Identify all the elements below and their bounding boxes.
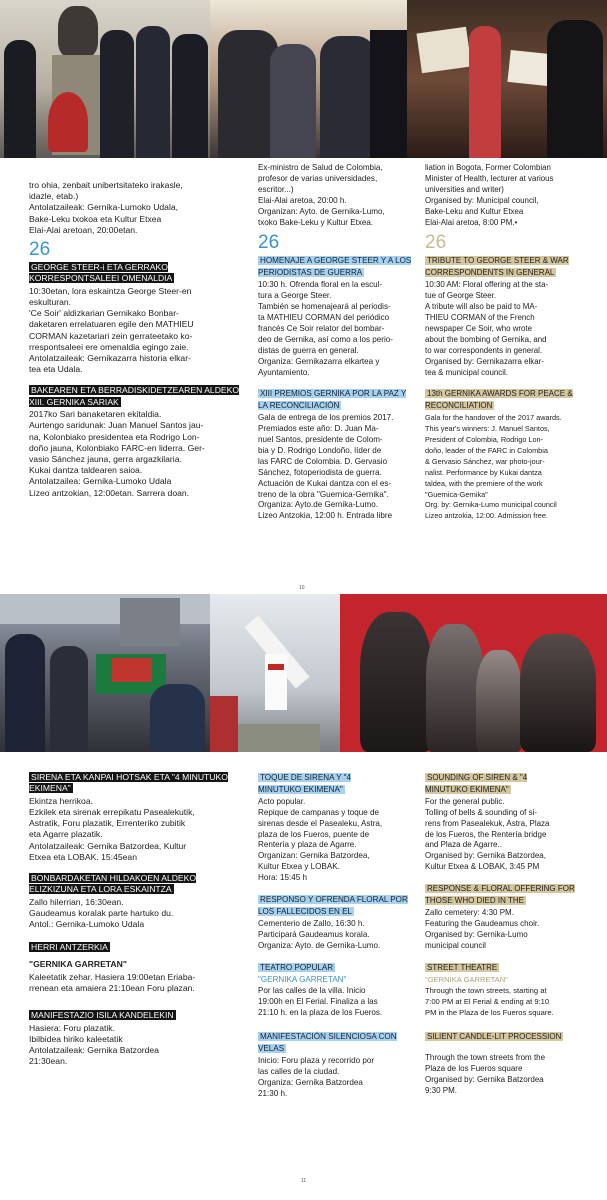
body-line: Kultur Etxea y LOBAK.	[258, 862, 340, 872]
body-line: 21:30ean.	[29, 1056, 68, 1067]
body-line: rrenean eta amaiera 21:10ean Foru plazan.	[29, 983, 195, 994]
body-line: & Gervasio Sánchez, war photo-jour-	[425, 456, 545, 466]
body-line: Hora: 15:45 h	[258, 873, 308, 883]
body-line: 2017ko Sari banaketaren ekitaldia.	[29, 409, 162, 420]
body-line: Zallo hilerrian, 16:30ean.	[29, 896, 124, 907]
body-line: tue of George Steer.	[425, 291, 497, 301]
body-line: Organised by: Gernika-Lumo	[425, 929, 528, 939]
body-line: to war correspondents in general.	[425, 345, 543, 355]
play-title: "GERNIKA GARRETAN"	[29, 958, 127, 969]
intro-line: Organizan: Ayto. de Gernika-Lumo,	[258, 206, 385, 216]
photo-red-poster	[340, 594, 607, 752]
intro-line: Antolatzaileak: Gernika-Lumoko Udala,	[29, 202, 179, 213]
photo-statue-ceremony	[0, 0, 210, 158]
body-line: Por las calles de la villa. Inicio	[258, 986, 366, 996]
intro-line: profesor de varias universidades,	[258, 173, 378, 183]
section-heading: TRIBUTE TO GEORGE STEER & WAR CORRESPONDENTS IN GENERAL	[425, 256, 569, 278]
photo-crowd-ceremony	[0, 594, 210, 752]
section-heading: SILIENT CANDLE-LIT PROCESSION	[427, 1032, 562, 1042]
body-line: 21:10 h. en la plaza de los Fueros.	[258, 1008, 383, 1018]
section-heading: HOMENAJE A GEORGE STEER Y A LOS PERIODISTAS DE GUERRA	[258, 256, 412, 278]
body-line: Through the town streets from the	[425, 1053, 546, 1063]
body-line: nalist. Performance by Kukai dantza	[425, 467, 542, 477]
body-line: about the bombing of Gernika, and	[425, 334, 547, 344]
section-heading: BAKEAREN ETA BERRADISKIDETZEAREN ALDEKO XIII. GERNIKA SARIAK	[29, 385, 240, 407]
col-bottom-english	[425, 770, 603, 1107]
body-line: Organised by: Gernika Batzordea,	[425, 851, 546, 861]
section-heading: SIRENA ETA KANPAI HOTSAK ETA "4 MINUTUKO EKIMENA"	[29, 772, 228, 794]
body-line: tura a George Steer.	[258, 291, 332, 301]
body-line: CORMAN kazetariari zein gerrateetako ko-	[29, 330, 193, 341]
body-line: Lizeo antzokian, 12:00etan. Sarrera doan.	[29, 487, 190, 498]
body-line: las FARC de Colombia. D. Gervasio	[258, 456, 388, 466]
intro-line: Minister of Health, lecturer at various	[425, 173, 554, 183]
intro-line: idazle, etab.)	[29, 191, 79, 202]
body-line: PM in the Plaza de los Fueros square.	[425, 1008, 554, 1018]
body-line: 19:00h en El Ferial. Finaliza a las	[258, 997, 378, 1007]
intro-line: Bake-Leku and Kultur Etxea	[425, 206, 524, 216]
body-line: Featuring the Gaudeamus choir.	[425, 918, 540, 928]
body-line: Antolatzailea: Gernika-Lumoko Udala	[29, 476, 172, 487]
section-heading: MANIFESTAZIO ISILA KANDELEKIN	[31, 1010, 174, 1021]
play-title: "GERNIKA GARRETAN"	[258, 974, 347, 984]
section-heading: 13th GERNIKA AWARDS FOR PEACE & RECONCILIATION	[425, 389, 573, 411]
body-line: 7:00 PM at El Ferial & ending at 9:10	[425, 997, 550, 1007]
body-line: Organizan: Gernika Batzordea,	[258, 851, 370, 861]
body-line: Ekintza herrikoa.	[29, 795, 94, 806]
body-line: Org. by: Gernika-Lumo municipal council	[425, 500, 557, 510]
body-line: ta MATHIEU CORMAN del periódico	[258, 312, 390, 322]
body-line: Ezkilek eta sirenak errepikatu Pasealekutik,	[29, 807, 195, 818]
body-line: Kultur Etxea & LOBAK, 3:45 PM	[425, 862, 540, 872]
body-line: tea & municipal council.	[425, 367, 508, 377]
day-number: 26	[29, 239, 51, 261]
section-heading: RESPONSE & FLORAL OFFERING FOR THOSE WHO DIED IN THE	[425, 884, 575, 906]
section-heading: BONBARDAKETAN HILDAKOEN ALDEKO ELIZKIZUNA ETA LORA ESKAINTZA	[29, 873, 197, 895]
body-line: Organiza: Ayto.de Gernika-Lumo.	[258, 500, 378, 510]
body-line: deo de Gernika, así como a los perio-	[258, 334, 393, 344]
body-line: eta Agarre plazatik.	[29, 829, 103, 840]
body-line: This year's winners: J. Manuel Santos,	[425, 424, 550, 434]
intro-line: Ex-ministro de Salud de Colombia,	[258, 163, 383, 172]
body-line: Organiza: Ayto. de Gernika-Lumo.	[258, 940, 381, 950]
intro-line: Elai-Alai aretoa, 8:00 PM.•	[425, 217, 518, 227]
body-line: Antolatzaileak: Gernika Batzordea, Kultur	[29, 840, 187, 851]
intro-line: Bake-Leku txokoa eta Kultur Etxea	[29, 213, 162, 224]
section-heading: STREET THEATRE	[427, 962, 498, 972]
col-top-basque	[29, 180, 247, 509]
section-heading: MANIFESTACIÓN SILENCIOSA CON VELAS	[258, 1032, 397, 1054]
body-line: rens from Pasealekuk, Astra, Plaza	[425, 818, 550, 828]
intro-line: liation in Bogota, Former Colombian	[425, 163, 551, 172]
col-top-english	[425, 163, 603, 532]
intro-line: tro ohia, zenbait unibertsitateko irakasle,	[29, 180, 183, 190]
section-heading: TEATRO POPULAR	[260, 962, 334, 972]
body-line: Antol.: Gernika-Lumoko Udala	[29, 919, 145, 930]
photo-dancer	[210, 594, 340, 752]
col-bottom-basque	[29, 770, 247, 1078]
body-line: de los Fueros, the Rentería bridge	[425, 829, 547, 839]
body-line: las calles de la ciudad.	[258, 1066, 340, 1076]
section-heading: SOUNDING OF SIREN & "4 MINUTUKO EKIMENA"	[425, 773, 528, 794]
body-line: Organised by: Gernikazarra elkar-	[425, 356, 544, 366]
intro-line: escritor...)	[258, 184, 294, 194]
body-line: Antolatzaileak: Gernika Batzordea	[29, 1045, 159, 1056]
body-line: THIEU CORMAN of the French	[425, 312, 535, 322]
body-line: Zallo cemetery: 4:30 PM.	[425, 907, 514, 917]
body-line: bia y D. Rodrigo Londoño, líder de	[258, 445, 382, 455]
body-line: francés Ce Soir relator del bombar-	[258, 323, 385, 333]
body-line: Repique de campanas y toque de	[258, 807, 380, 817]
day-number: 26	[425, 232, 447, 254]
day-number: 26	[258, 232, 280, 254]
body-line: Plaza de los Fueros square	[425, 1063, 523, 1073]
body-line: Organised by: Gernika Batzordea	[425, 1074, 544, 1084]
section-heading: HERRI ANTZERKIA	[31, 942, 108, 953]
intro-line: Elai-Alai aretoa, 20:00 h.	[258, 195, 347, 205]
body-line: Gala de entrega de los premios 2017.	[258, 413, 394, 423]
body-line: 10:30etan, lora eskaintza George Steer-en	[29, 285, 192, 296]
play-title: "GERNIKA GARRETAN"	[425, 974, 508, 984]
body-line: Participará Gaudeamus korala.	[258, 929, 370, 939]
body-line: Aurtengo saridunak: Juan Manuel Santos jau-	[29, 420, 204, 431]
photo-award-gala	[407, 0, 607, 158]
body-line: Hasiera: Foru plazatik.	[29, 1022, 115, 1033]
body-line: eskulturan.	[29, 297, 72, 308]
body-line: Kaleetatik zehar. Hasiera 19:00etan Eriaba-	[29, 972, 196, 983]
body-line: newspaper Ce Soir, who wrote	[425, 323, 533, 333]
col-bottom-spanish	[258, 770, 413, 1110]
body-line: municipal council	[425, 940, 486, 950]
section-heading: GEORGE STEER-i ETA GERRAKO KORRESPONTSALEEI OMENALDIA	[29, 262, 173, 284]
body-line: rrespontsaleei ere omenaldia egingo zaie.	[29, 341, 189, 352]
body-line: Gala for the handover of the 2017 awards.	[425, 413, 562, 423]
body-line: Rentería y plaza de Agarre.	[258, 840, 357, 850]
body-line: Lizeo antzokia, 12:00. Admission free.	[425, 511, 548, 521]
body-line: Organiza: Gernika Batzordea	[258, 1077, 363, 1087]
body-line: Kukai dantza taldearen saioa.	[29, 465, 143, 476]
body-line: 10:30 h. Ofrenda floral en la escul-	[258, 280, 383, 290]
body-line: Antolatzaileak: Gernikazarra historia elkar-	[29, 353, 191, 364]
body-line: Cementerio de Zallo, 16:30 h.	[258, 918, 365, 928]
body-line: nuel Santos, presidente de Colom-	[258, 435, 383, 445]
body-line: "Guernica-Gernika"	[425, 489, 488, 499]
photo-handshake	[210, 0, 407, 158]
page-number: 10	[299, 585, 305, 591]
body-line: For the general public.	[425, 796, 505, 806]
body-line: 'Ce Soir' aldizkarian Gernikako Bonbar-	[29, 308, 179, 319]
body-line: 9:30 PM.	[425, 1085, 458, 1095]
body-line: na, Kolonbiako presidentea eta Rodrigo Lon-	[29, 431, 200, 442]
body-line: and Plaza de Agarre..	[425, 840, 502, 850]
body-line: A tribute will also be paid to MA-	[425, 302, 538, 312]
body-line: Etxea eta LOBAK. 15:45ean	[29, 851, 137, 862]
body-line: Organiza: Gernikazarra elkartea y	[258, 356, 380, 366]
body-line: daketaren errelatuaren egile den MATHIEU	[29, 319, 194, 330]
body-line: distas de guerra en general.	[258, 345, 359, 355]
body-line: Premiados este año: D. Juan Ma-	[258, 424, 379, 434]
page-number: 11	[301, 1178, 307, 1184]
body-line: Sánchez, fotoperiodista de guerra.	[258, 467, 382, 477]
body-line: 21:30 h.	[258, 1088, 288, 1098]
body-line: sirenas desde el Pasealeku, Astra,	[258, 818, 383, 828]
section-heading: TOQUE DE SIRENA Y "4 MINUTUKO EKIMENA"	[258, 773, 352, 794]
body-line: Through the town streets, starting at	[425, 986, 547, 996]
section-heading: RESPONSO Y OFRENDA FLORAL POR LOS FALLECIDOS EN EL	[258, 895, 408, 916]
body-line: También se homenajeará al periodis-	[258, 302, 391, 312]
intro-line: Elai-Alai aretoan, 20:00etan.	[29, 224, 138, 235]
body-line: plaza de los Fueros, puente de	[258, 829, 370, 839]
section-heading: XIII PREMIOS GERNIKA POR LA PAZ Y LA RECONCILIACIÓN	[258, 389, 407, 411]
body-line: Tolling of bells & sounding of si-	[425, 807, 538, 817]
body-line: taldea, with the premiere of the work	[425, 478, 543, 488]
body-line: vasio Sánchez jauna, gerra argazkilaria.	[29, 454, 182, 465]
body-line: Ibilbidea hiriko kaleetatik	[29, 1034, 123, 1045]
col-top-spanish	[258, 163, 413, 532]
intro-line: txoko Bake-Leku y Kultur Etxea.	[258, 217, 374, 227]
body-line: Ayuntamiento.	[258, 367, 310, 377]
intro-line: Organised by: Municipal council,	[425, 195, 539, 205]
body-line: Gaudeamus koralak parte hartuko du.	[29, 908, 174, 919]
body-line: doño, leader of the FARC in Colombia	[425, 445, 548, 455]
body-line: doño jauna, Kolonbiako FARC-en liderra. Ger-	[29, 442, 205, 453]
body-line: 10:30 AM: Floral offering at the sta-	[425, 280, 549, 290]
body-line: President of Colombia, Rodrigo Lon-	[425, 435, 544, 445]
body-line: Astratik, Foru plazatik, Errenteriko zubitik	[29, 818, 186, 829]
body-line: tea eta Udala.	[29, 364, 83, 375]
body-line: Lizeo Antzokia, 12:00 h. Entrada libre	[258, 511, 393, 521]
body-line: treno de la obra "Guernica-Gernika".	[258, 489, 389, 499]
body-line: Acto popular.	[258, 796, 306, 806]
intro-line: universities and writer)	[425, 184, 504, 194]
body-line: Actuación de Kukai dantza con el es-	[258, 478, 392, 488]
body-line: Inicio: Foru plaza y recorrido por	[258, 1055, 375, 1065]
